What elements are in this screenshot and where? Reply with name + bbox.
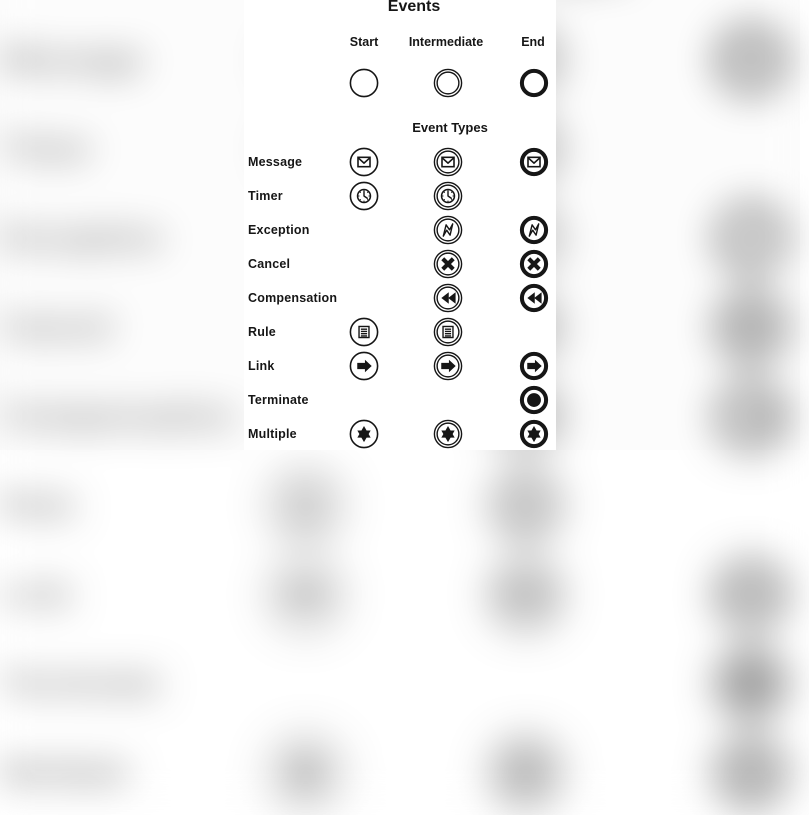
event-type-row-rule (244, 317, 556, 347)
row-label: Timer (248, 189, 283, 203)
start-lined-document-icon (349, 317, 379, 347)
row-label: Multiple (248, 427, 297, 441)
event-type-row-multiple (244, 419, 556, 449)
events-diagram-panel (244, 0, 556, 450)
column-header-intermediate: Intermediate (408, 35, 484, 49)
section-title-event-types: Event Types (412, 120, 488, 135)
start-right-arrow-icon (349, 351, 379, 381)
end-six-point-star-icon (519, 419, 549, 449)
intermediate-lightning-icon (433, 215, 463, 245)
row-label: Rule (248, 325, 276, 339)
event-type-row-terminate (244, 385, 556, 415)
intermediate-clock-icon (433, 181, 463, 211)
start-clock-icon (349, 181, 379, 211)
row-label: Compensation (248, 291, 338, 305)
end-filled-disc-icon (519, 385, 549, 415)
column-header-start: Start (349, 35, 379, 49)
event-type-row-timer (244, 181, 556, 211)
end-cross-icon (519, 249, 549, 279)
end-rewind-icon (519, 283, 549, 313)
start-envelope-icon (349, 147, 379, 177)
row-label: Cancel (248, 257, 291, 271)
event-type-row-exception (244, 215, 556, 245)
intermediate-rewind-icon (433, 283, 463, 313)
base-event-circles-row (244, 68, 556, 98)
end-lightning-icon (519, 215, 549, 245)
column-header-end: End (521, 35, 545, 49)
events-diagram-panel: Message Timer Exception Cancel Compensation Rule Link Terminate Multiple (0, 0, 809, 815)
intermediate-event-circle (433, 68, 463, 98)
row-label: Exception (248, 223, 310, 237)
row-label: Terminate (248, 393, 309, 407)
intermediate-six-point-star-icon (433, 419, 463, 449)
diagram-title: Events (387, 0, 441, 15)
intermediate-lined-document-icon (433, 317, 463, 347)
event-type-row-message (244, 147, 556, 177)
event-type-row-cancel (244, 249, 556, 279)
intermediate-cross-icon (433, 249, 463, 279)
row-label: Message (248, 155, 303, 169)
event-type-row-link (244, 351, 556, 381)
intermediate-envelope-icon (433, 147, 463, 177)
end-envelope-icon (519, 147, 549, 177)
row-label: Link (248, 359, 275, 373)
intermediate-right-arrow-icon (433, 351, 463, 381)
end-right-arrow-icon (519, 351, 549, 381)
end-event-circle (519, 68, 549, 98)
start-event-circle (349, 68, 379, 98)
start-six-point-star-icon (349, 419, 379, 449)
event-type-row-compensation (244, 283, 556, 313)
